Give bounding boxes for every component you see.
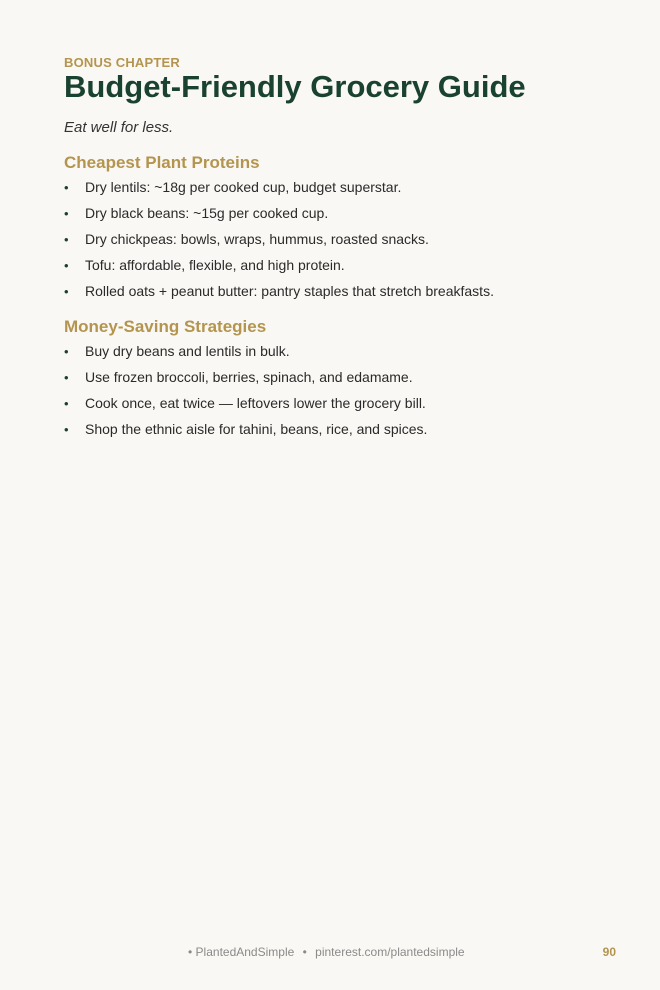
money-saving-list (64, 343, 604, 438)
page-title: Budget-Friendly Grocery Guide (64, 69, 526, 104)
list-item (64, 179, 604, 196)
list-item (64, 205, 604, 222)
page-number: 90 (602, 945, 616, 959)
bullet-icon: • (64, 258, 69, 273)
page-tagline: Eat well for less. (64, 119, 174, 136)
list-item-text: Dry black beans: ~15g per cooked cup. (85, 205, 329, 221)
section-heading-money-saving: Money-Saving Strategies (64, 317, 267, 336)
list-item (64, 421, 604, 438)
footer-separator-icon: • (302, 945, 307, 959)
bullet-icon: • (64, 422, 69, 437)
list-item (64, 369, 604, 386)
list-item (64, 395, 604, 412)
list-item (64, 257, 604, 274)
bullet-icon: • (64, 396, 69, 411)
footer-credits (188, 944, 465, 960)
list-item (64, 231, 604, 248)
footer-url: pinterest.com/plantedsimple (315, 945, 465, 959)
list-item (64, 343, 604, 360)
chapter-eyebrow: BONUS CHAPTER (64, 55, 180, 70)
page-footer (0, 944, 660, 960)
bullet-icon: • (64, 206, 69, 221)
list-item-text: Tofu: affordable, flexible, and high protein. (85, 257, 345, 273)
section-heading-plant-proteins: Cheapest Plant Proteins (64, 153, 260, 172)
bullet-icon: • (64, 180, 69, 195)
bullet-icon: • (64, 284, 69, 299)
bullet-icon: • (64, 344, 69, 359)
list-item-text: Use frozen broccoli, berries, spinach, and edamame. (85, 369, 413, 385)
list-item-text: Shop the ethnic aisle for tahini, beans, rice, and spices. (85, 421, 428, 437)
plant-proteins-list (64, 179, 604, 300)
page-content (64, 56, 604, 447)
list-item-text: Dry lentils: ~18g per cooked cup, budget superstar. (85, 179, 402, 195)
list-item-text: Cook once, eat twice — leftovers lower the grocery bill. (85, 395, 426, 411)
bullet-icon: • (64, 370, 69, 385)
footer-brand: PlantedAndSimple (195, 945, 295, 959)
bullet-icon: • (64, 232, 69, 247)
list-item-text: Dry chickpeas: bowls, wraps, hummus, roasted snacks. (85, 231, 429, 247)
list-item-text: Rolled oats + peanut butter: pantry staples that stretch breakfasts. (85, 283, 494, 299)
list-item-text: Buy dry beans and lentils in bulk. (85, 343, 290, 359)
list-item (64, 283, 604, 300)
footer-bullet-icon: • (188, 945, 193, 959)
